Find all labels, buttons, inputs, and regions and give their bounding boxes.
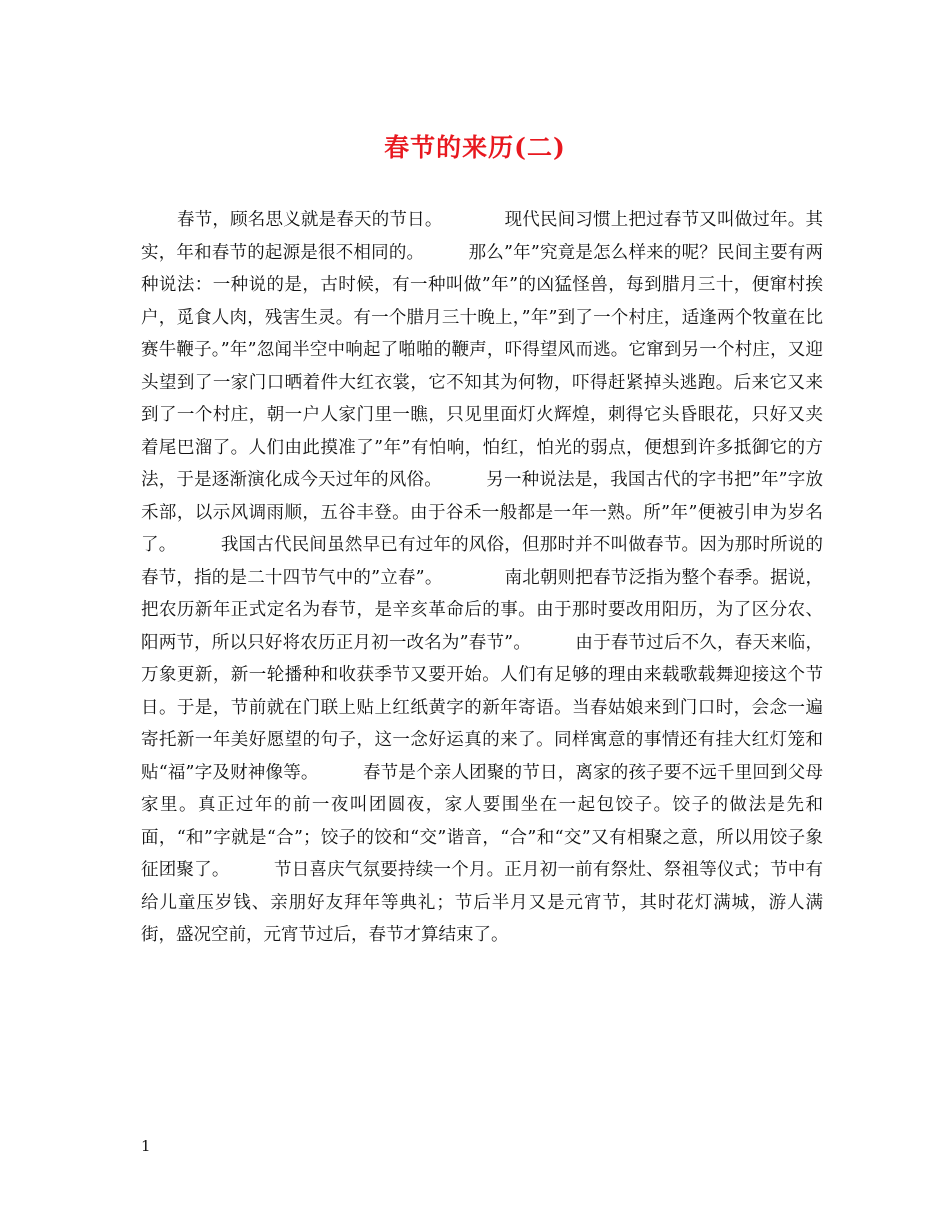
page-number: 1 [141, 1137, 151, 1155]
page-title: 春节的来历(二) [384, 133, 566, 162]
body-paragraph: 春节，顾名思义就是春天的节日。 现代民间习惯上把过春节又叫做过年。其实，年和春节的起源是很不相同的。 那么”年”究竟是怎么样来的呢？民间主要有两种说法：一种说的是，古时候，有一种叫做”年”的凶猛怪兽，每到腊月三十，便窜村挨户，觅食人肉，残害生灵。有一个腊月三十晚上，”年”到了一个村庄，适逢两个牧童在比赛牛鞭子。”年”忽闻半空中响起了啪啪的鞭声，吓得望风而逃。它窜到另一个村庄，又迎头望到了一家门口晒着件大红衣裳，它不知其为何物，吓得赶紧掉头逃跑。后来它又来到了一个村庄，朝一户人家门里一瞧，只见里面灯火辉煌，刺得它头昏眼花，只好又夹着尾巴溜了。人们由此摸准了”年”有怕响，怕红，怕光的弱点，便想到许多抵御它的方法，于是逐渐演化成今天过年的风俗。 另一种说法是，我国古代的字书把”年”字放禾部，以示风调雨顺，五谷丰登。由于谷禾一般都是一年一熟。所”年”便被引申为岁名了。 我国古代民间虽然早已有过年的风俗，但那时并不叫做春节。因为那时所说的春节，指的是二十四节气中的”立春”。 南北朝则把春节泛指为整个春季。据说，把农历新年正式定名为春节，是辛亥革命后的事。由于那时要改用阳历，为了区分农、阳两节，所以只好将农历正月初一改名为”春节”。 由于春节过后不久，春天来临，万象更新，新一轮播种和收获季节又要开始。人们有足够的理由来载歌载舞迎接这个节日。于是，节前就在门联上贴上红纸黄字的新年寄语。当春姑娘来到门口时，会念一遍寄托新一年美好愿望的句子，这一念好运真的来了。同样寓意的事情还有挂大红灯笼和贴“福”字及财神像等。 春节是个亲人团聚的节日，离家的孩子要不远千里回到父母家里。真正过年的前一夜叫团圆夜，家人要围坐在一起包饺子。饺子的做法是先和面，“和”字就是“合”；饺子的饺和“交”谐音，“合”和“交”又有相聚之意，所以用饺子象征团聚了。 节日喜庆气氛要持续一个月。正月初一前有祭灶、祭祖等仪式；节中有给儿童压岁钱、亲朋好友拜年等典礼；节后半月又是元宵节，其时花灯满城，游人满街，盛况空前，元宵节过后，春节才算结束了。 [141, 210, 823, 945]
